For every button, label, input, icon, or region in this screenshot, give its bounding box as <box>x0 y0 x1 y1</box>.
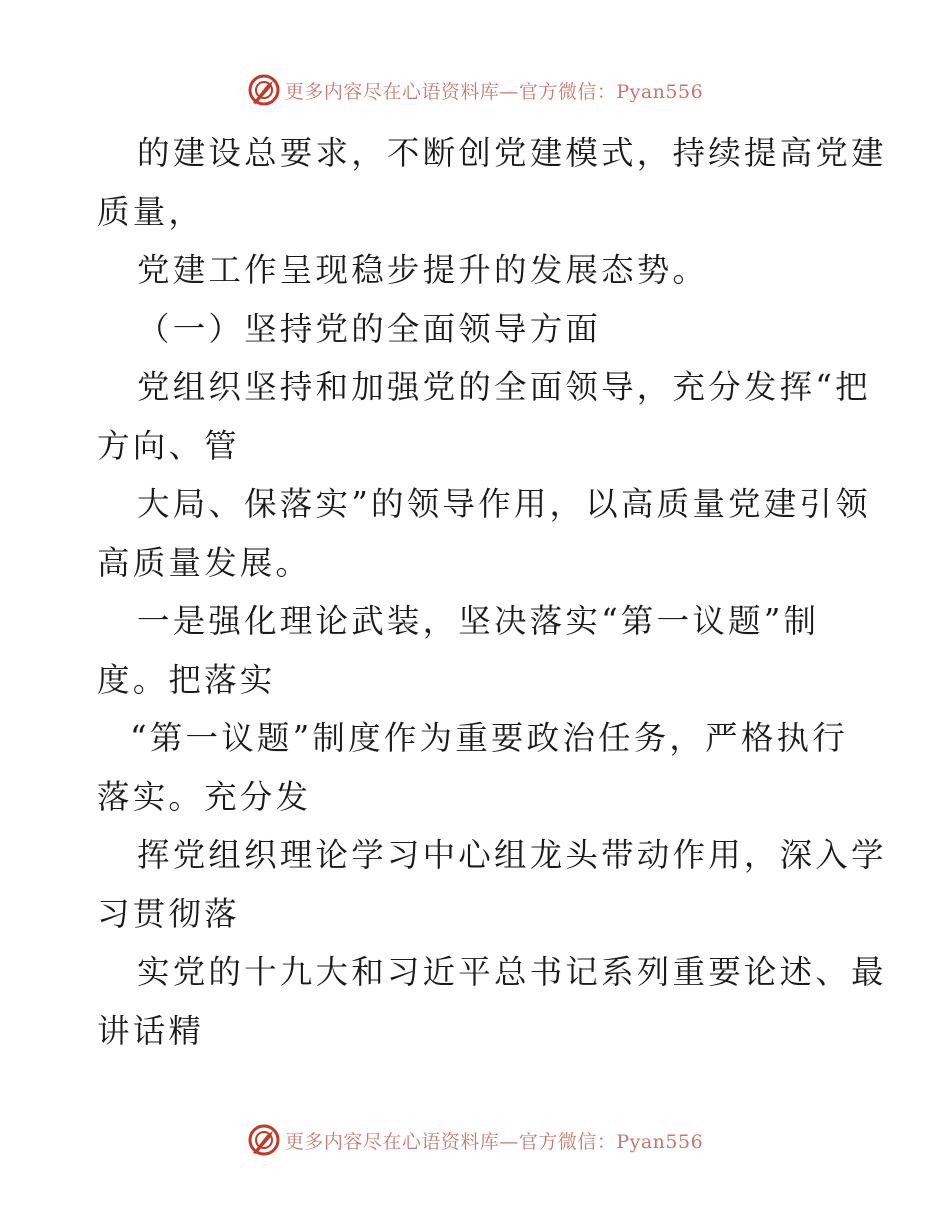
footer-banner <box>0 1120 950 1160</box>
text-line: 大局、保落实”的领导作用，以高质量党建引领 <box>137 485 871 523</box>
text-line: 高质量发展。 <box>97 543 312 582</box>
text-line: 挥党组织理论学习中心组龙头带动作用，深入学 <box>137 836 887 874</box>
text-line: 的建设总要求，不断创党建模式，持续提高党建 <box>137 134 887 172</box>
footer-banner-text: 更多内容尽在心语资料库—官方微信：Pyan556 <box>284 1130 704 1153</box>
text-line: 落实。充分发 <box>97 777 312 816</box>
text-line: 党建工作呈现稳步提升的发展态势。 <box>137 251 709 289</box>
header-banner <box>0 70 950 110</box>
text-line: 方向、管 <box>97 426 240 465</box>
text-line: 党组织坚持和加强党的全面领导，充分发挥“把 <box>137 368 871 406</box>
pen-logo-icon <box>247 1123 281 1157</box>
pen-logo-icon <box>247 73 281 107</box>
text-line: 质量， <box>97 192 205 231</box>
section-heading: （一）坚持党的全面领导方面 <box>137 309 602 348</box>
text-line: “第一议题”制度作为重要政治任务，严格执行 <box>130 719 848 757</box>
header-banner-text: 更多内容尽在心语资料库—官方微信：Pyan556 <box>284 80 704 103</box>
document-body <box>97 124 887 1060</box>
text-line: 实党的十九大和习近平总书记系列重要论述、最 <box>137 953 887 991</box>
text-line: 习贯彻落 <box>97 894 240 933</box>
text-line: 度。把落实 <box>97 660 276 699</box>
text-line: 一是强化理论武装，坚决落实“第一议题”制 <box>137 602 820 640</box>
text-line: 讲话精 <box>97 1011 205 1050</box>
